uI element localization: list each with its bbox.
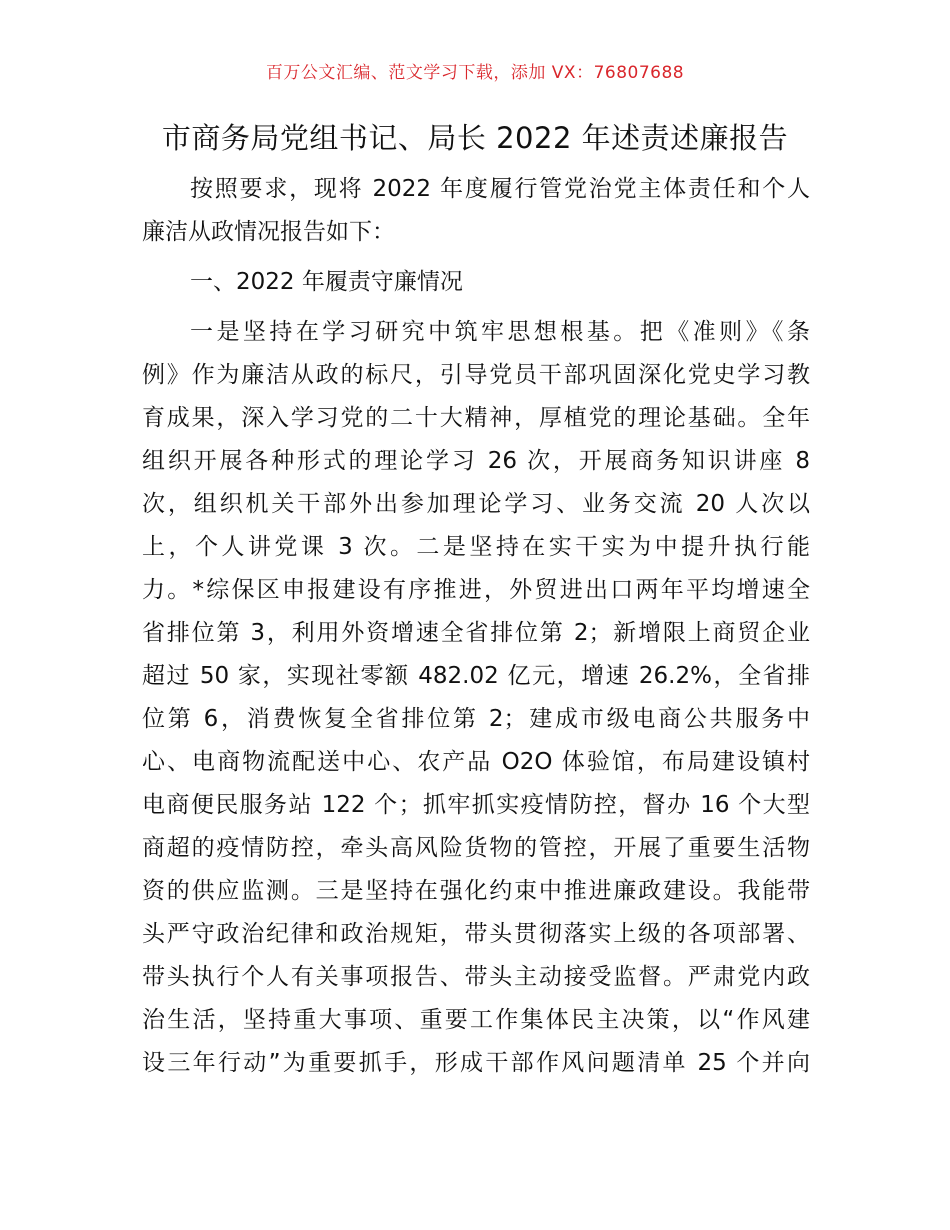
paragraph-line: 商超的疫情防控，牵头高风险货物的管控，开展了重要生活物: [142, 835, 810, 861]
section-heading: 一、2022 年履责守廉情况: [190, 269, 463, 295]
paragraph-line: 资的供应监测。三是坚持在强化约束中推进廉政建设。我能带: [142, 878, 810, 904]
paragraph-line: 超过 50 家，实现社零额 482.02 亿元，增速 26.2%，全省排: [142, 663, 810, 689]
paragraph-line: 位第 6，消费恢复全省排位第 2；建成市级电商公共服务中: [142, 706, 810, 732]
paragraph-line: 设三年行动”为重要抓手，形成干部作风问题清单 25 个并向: [142, 1050, 810, 1076]
paragraph-line: 头严守政治纪律和政治规矩，带头贯彻落实上级的各项部署、: [142, 921, 810, 947]
paragraph-line: 带头执行个人有关事项报告、带头主动接受监督。严肃党内政: [142, 964, 810, 990]
watermark-header: 百万公文汇编、范文学习下载，添加 VX：76807688: [265, 63, 685, 83]
intro-line: 廉洁从政情况报告如下：: [142, 219, 395, 245]
document-title: 市商务局党组书记、局长 2022 年述责述廉报告: [161, 121, 789, 155]
paragraph-line: 次，组织机关干部外出参加理论学习、业务交流 20 人次以: [142, 491, 810, 517]
intro-line: 按照要求，现将 2022 年度履行管党治党主体责任和个人: [190, 176, 810, 202]
paragraph-line: 力。*综保区申报建设有序推进，外贸进出口两年平均增速全: [142, 577, 810, 603]
paragraph-line: 电商便民服务站 122 个；抓牢抓实疫情防控，督办 16 个大型: [142, 792, 810, 818]
paragraph-line: 一是坚持在学习研究中筑牢思想根基。把《准则》《条: [190, 319, 810, 345]
paragraph-line: 组织开展各种形式的理论学习 26 次，开展商务知识讲座 8: [142, 448, 810, 474]
paragraph-line: 省排位第 3，利用外资增速全省排位第 2；新增限上商贸企业: [142, 620, 810, 646]
paragraph-line: 治生活，坚持重大事项、重要工作集体民主决策，以“作风建: [142, 1007, 810, 1033]
paragraph-gap: [142, 254, 810, 261]
paragraph-gap: [142, 304, 810, 311]
document-body: [142, 168, 810, 1085]
paragraph-line: 例》作为廉洁从政的标尺，引导党员干部巩固深化党史学习教: [142, 362, 810, 388]
paragraph-line: 上，个人讲党课 3 次。二是坚持在实干实为中提升执行能: [142, 534, 810, 560]
paragraph-line: 心、电商物流配送中心、农产品 O2O 体验馆，布局建设镇村: [142, 749, 810, 775]
paragraph-line: 育成果，深入学习党的二十大精神，厚植党的理论基础。全年: [142, 405, 810, 431]
